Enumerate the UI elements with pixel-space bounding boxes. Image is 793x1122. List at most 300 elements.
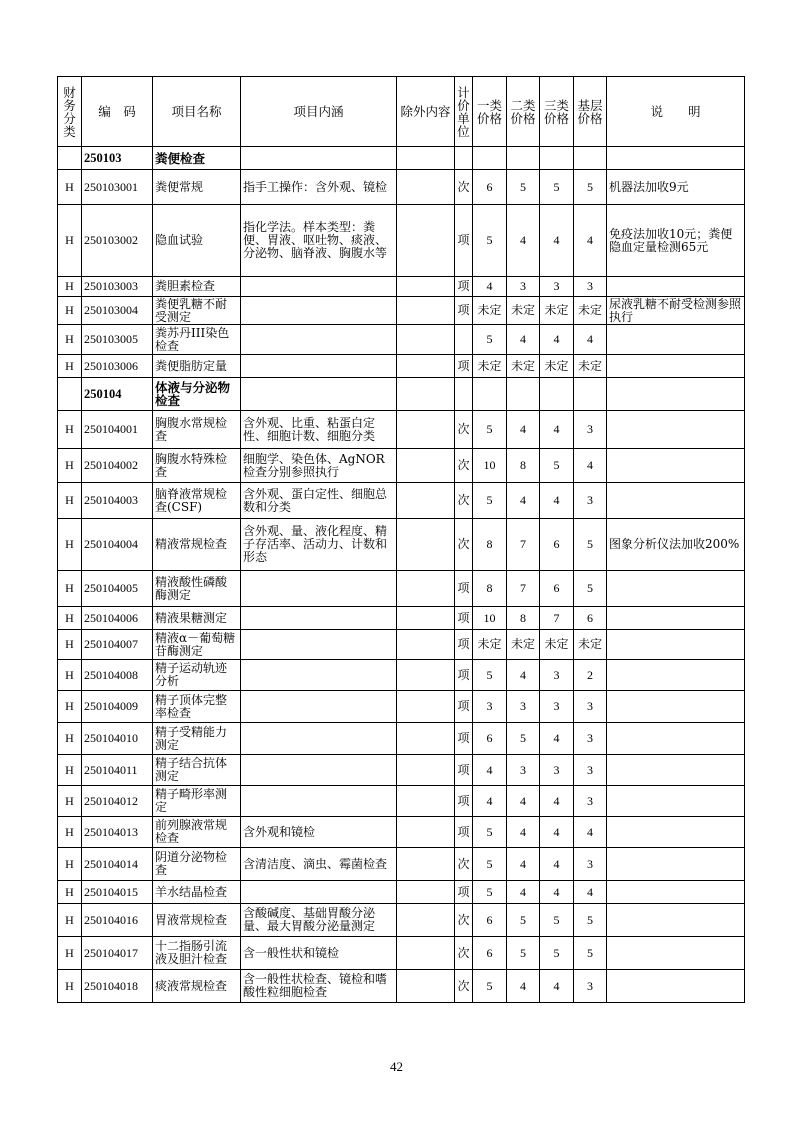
cell-price-2: 8 xyxy=(507,607,540,630)
header-price-2: 二类价格 xyxy=(507,77,540,147)
cell-note xyxy=(607,970,745,1003)
cell-content xyxy=(241,755,397,786)
cell-excluded xyxy=(397,147,455,170)
cell-price-1: 5 xyxy=(473,881,507,904)
section-row xyxy=(58,147,745,170)
cell-category: H xyxy=(58,848,82,881)
cell-price-1: 5 xyxy=(473,660,507,691)
table-row xyxy=(58,607,745,630)
cell-unit xyxy=(455,378,473,411)
header-price-3: 三类价格 xyxy=(540,77,574,147)
cell-name: 前列腺液常规检查 xyxy=(153,817,241,848)
cell-unit: 项 xyxy=(455,723,473,755)
cell-unit: 次 xyxy=(455,449,473,483)
cell-unit xyxy=(455,325,473,355)
cell-price-2: 4 xyxy=(507,786,540,817)
cell-price-3: 3 xyxy=(540,691,574,723)
cell-price-2: 3 xyxy=(507,691,540,723)
cell-price-2: 4 xyxy=(507,325,540,355)
header-category: 财务分类 xyxy=(58,77,82,147)
cell-price-4: 3 xyxy=(574,483,607,519)
table-row xyxy=(58,970,745,1003)
cell-price-2: 5 xyxy=(507,937,540,970)
cell-price-1: 3 xyxy=(473,691,507,723)
cell-category: H xyxy=(58,325,82,355)
cell-excluded xyxy=(397,170,455,205)
cell-code: 250104008 xyxy=(82,660,153,691)
cell-name: 粪便脂肪定量 xyxy=(153,355,241,378)
cell-note xyxy=(607,723,745,755)
table-row xyxy=(58,205,745,277)
table-row xyxy=(58,571,745,607)
cell-code: 250103006 xyxy=(82,355,153,378)
cell-price-1: 10 xyxy=(473,449,507,483)
cell-price-4: 3 xyxy=(574,277,607,297)
cell-content: 细胞学、染色体、AgNOR检查分别参照执行 xyxy=(241,449,397,483)
cell-content xyxy=(241,630,397,660)
header-name: 项目名称 xyxy=(153,77,241,147)
cell-note xyxy=(607,848,745,881)
cell-note xyxy=(607,755,745,786)
cell-price-1: 4 xyxy=(473,755,507,786)
cell-price-4: 5 xyxy=(574,170,607,205)
cell-code: 250104017 xyxy=(82,937,153,970)
cell-category: H xyxy=(58,411,82,449)
cell-name: 阴道分泌物检查 xyxy=(153,848,241,881)
cell-category: H xyxy=(58,277,82,297)
header-content: 项目内涵 xyxy=(241,77,397,147)
cell-excluded xyxy=(397,691,455,723)
cell-price-4: 4 xyxy=(574,817,607,848)
cell-name: 粪胆素检查 xyxy=(153,277,241,297)
cell-name: 精子畸形率测定 xyxy=(153,786,241,817)
cell-unit: 项 xyxy=(455,355,473,378)
cell-category: H xyxy=(58,970,82,1003)
table-row xyxy=(58,519,745,571)
cell-price-3: 4 xyxy=(540,325,574,355)
cell-content xyxy=(241,786,397,817)
cell-price-4: 3 xyxy=(574,786,607,817)
cell-price-4: 3 xyxy=(574,970,607,1003)
cell-price-3: 未定 xyxy=(540,630,574,660)
table-row xyxy=(58,723,745,755)
cell-excluded xyxy=(397,205,455,277)
cell-note xyxy=(607,483,745,519)
cell-unit: 项 xyxy=(455,660,473,691)
cell-price-2: 3 xyxy=(507,755,540,786)
cell-price-3: 4 xyxy=(540,817,574,848)
cell-note xyxy=(607,277,745,297)
cell-price-3: 5 xyxy=(540,904,574,937)
cell-name: 精子受精能力测定 xyxy=(153,723,241,755)
cell-note xyxy=(607,607,745,630)
cell-excluded xyxy=(397,297,455,325)
cell-unit: 项 xyxy=(455,297,473,325)
cell-price-3: 4 xyxy=(540,411,574,449)
cell-name: 胃液常规检查 xyxy=(153,904,241,937)
cell-content xyxy=(241,607,397,630)
cell-price-4: 5 xyxy=(574,519,607,571)
cell-price-3 xyxy=(540,147,574,170)
cell-price-2: 7 xyxy=(507,519,540,571)
cell-price-1: 5 xyxy=(473,970,507,1003)
cell-price-3: 未定 xyxy=(540,297,574,325)
cell-note xyxy=(607,937,745,970)
cell-content xyxy=(241,325,397,355)
header-price-1: 一类价格 xyxy=(473,77,507,147)
cell-price-3: 3 xyxy=(540,660,574,691)
header-row xyxy=(58,77,745,147)
cell-price-3: 4 xyxy=(540,786,574,817)
cell-content xyxy=(241,147,397,170)
cell-price-4: 5 xyxy=(574,571,607,607)
cell-name: 羊水结晶检查 xyxy=(153,881,241,904)
cell-category: H xyxy=(58,786,82,817)
cell-excluded xyxy=(397,483,455,519)
table-row xyxy=(58,297,745,325)
table-row xyxy=(58,755,745,786)
cell-unit: 次 xyxy=(455,970,473,1003)
table-row xyxy=(58,786,745,817)
cell-unit: 次 xyxy=(455,937,473,970)
cell-code: 250103001 xyxy=(82,170,153,205)
cell-price-2: 未定 xyxy=(507,630,540,660)
cell-code: 250104001 xyxy=(82,411,153,449)
cell-content: 指手工操作：含外观、镜检 xyxy=(241,170,397,205)
cell-code: 250103002 xyxy=(82,205,153,277)
cell-code: 250104011 xyxy=(82,755,153,786)
cell-unit: 项 xyxy=(455,630,473,660)
cell-price-3: 6 xyxy=(540,519,574,571)
cell-price-2: 5 xyxy=(507,723,540,755)
cell-excluded xyxy=(397,660,455,691)
cell-category: H xyxy=(58,723,82,755)
cell-category xyxy=(58,147,82,170)
cell-code: 250103005 xyxy=(82,325,153,355)
cell-category: H xyxy=(58,937,82,970)
cell-price-4: 3 xyxy=(574,691,607,723)
cell-code: 250104 xyxy=(82,378,153,411)
cell-note: 机器法加收9元 xyxy=(607,170,745,205)
cell-price-4: 4 xyxy=(574,449,607,483)
cell-note xyxy=(607,411,745,449)
cell-price-2 xyxy=(507,147,540,170)
cell-price-3: 未定 xyxy=(540,355,574,378)
cell-code: 250104006 xyxy=(82,607,153,630)
cell-unit: 项 xyxy=(455,277,473,297)
cell-excluded xyxy=(397,325,455,355)
table-row xyxy=(58,881,745,904)
cell-content xyxy=(241,660,397,691)
cell-unit: 项 xyxy=(455,817,473,848)
cell-category: H xyxy=(58,630,82,660)
cell-price-1: 6 xyxy=(473,723,507,755)
cell-price-1: 8 xyxy=(473,519,507,571)
cell-code: 250104002 xyxy=(82,449,153,483)
cell-unit xyxy=(455,147,473,170)
cell-price-4: 4 xyxy=(574,881,607,904)
cell-price-3: 4 xyxy=(540,970,574,1003)
cell-price-2: 4 xyxy=(507,970,540,1003)
cell-code: 250103004 xyxy=(82,297,153,325)
cell-name: 精子运动轨迹分析 xyxy=(153,660,241,691)
cell-note: 图象分析仪法加收200% xyxy=(607,519,745,571)
cell-content: 含一般性状检查、镜检和嗜酸性粒细胞检查 xyxy=(241,970,397,1003)
cell-price-2: 4 xyxy=(507,483,540,519)
cell-price-3 xyxy=(540,378,574,411)
cell-content: 含外观、比重、粘蛋白定性、细胞计数、细胞分类 xyxy=(241,411,397,449)
cell-price-4: 5 xyxy=(574,937,607,970)
cell-price-2: 8 xyxy=(507,449,540,483)
cell-price-2: 5 xyxy=(507,170,540,205)
table-row xyxy=(58,355,745,378)
cell-price-4: 3 xyxy=(574,755,607,786)
cell-excluded xyxy=(397,755,455,786)
cell-price-3: 5 xyxy=(540,937,574,970)
cell-price-1: 10 xyxy=(473,607,507,630)
cell-unit: 项 xyxy=(455,691,473,723)
cell-excluded xyxy=(397,411,455,449)
cell-excluded xyxy=(397,630,455,660)
cell-excluded xyxy=(397,449,455,483)
cell-name: 体液与分泌物检查 xyxy=(153,378,241,411)
cell-category: H xyxy=(58,607,82,630)
cell-price-1 xyxy=(473,147,507,170)
cell-unit: 次 xyxy=(455,483,473,519)
cell-name: 粪便乳糖不耐受测定 xyxy=(153,297,241,325)
cell-note xyxy=(607,630,745,660)
cell-code: 250104012 xyxy=(82,786,153,817)
cell-name: 粪便常规 xyxy=(153,170,241,205)
cell-name: 粪便检查 xyxy=(153,147,241,170)
cell-excluded xyxy=(397,786,455,817)
table-row xyxy=(58,630,745,660)
cell-price-4: 6 xyxy=(574,607,607,630)
cell-excluded xyxy=(397,817,455,848)
cell-unit: 项 xyxy=(455,205,473,277)
cell-note xyxy=(607,378,745,411)
page-number: 42 xyxy=(390,1059,403,1074)
cell-category: H xyxy=(58,660,82,691)
cell-category: H xyxy=(58,817,82,848)
cell-price-3: 7 xyxy=(540,607,574,630)
cell-price-2 xyxy=(507,378,540,411)
cell-excluded xyxy=(397,723,455,755)
cell-price-3: 5 xyxy=(540,449,574,483)
cell-excluded xyxy=(397,881,455,904)
cell-unit: 次 xyxy=(455,170,473,205)
cell-price-2: 4 xyxy=(507,205,540,277)
cell-category: H xyxy=(58,904,82,937)
cell-price-4: 未定 xyxy=(574,630,607,660)
table-row xyxy=(58,848,745,881)
cell-category xyxy=(58,378,82,411)
cell-price-3: 6 xyxy=(540,571,574,607)
cell-unit: 次 xyxy=(455,519,473,571)
cell-price-2: 4 xyxy=(507,817,540,848)
cell-content xyxy=(241,881,397,904)
cell-name: 隐血试验 xyxy=(153,205,241,277)
cell-content: 含酸碱度、基础胃酸分泌量、最大胃酸分泌量测定 xyxy=(241,904,397,937)
cell-excluded xyxy=(397,607,455,630)
table-row xyxy=(58,660,745,691)
cell-price-3: 3 xyxy=(540,755,574,786)
cell-category: H xyxy=(58,571,82,607)
cell-excluded xyxy=(397,378,455,411)
cell-category: H xyxy=(58,483,82,519)
cell-price-4: 4 xyxy=(574,325,607,355)
table-body xyxy=(58,147,745,1003)
cell-price-1: 5 xyxy=(473,205,507,277)
cell-price-3: 4 xyxy=(540,848,574,881)
cell-note xyxy=(607,147,745,170)
cell-price-2: 4 xyxy=(507,881,540,904)
cell-price-1: 8 xyxy=(473,571,507,607)
cell-price-2: 4 xyxy=(507,848,540,881)
cell-code: 250104005 xyxy=(82,571,153,607)
cell-category: H xyxy=(58,355,82,378)
cell-price-1: 5 xyxy=(473,325,507,355)
cell-category: H xyxy=(58,449,82,483)
cell-unit: 项 xyxy=(455,755,473,786)
table-row xyxy=(58,411,745,449)
cell-price-3: 4 xyxy=(540,483,574,519)
cell-price-4 xyxy=(574,378,607,411)
cell-code: 250104007 xyxy=(82,630,153,660)
cell-price-2: 4 xyxy=(507,411,540,449)
table-row xyxy=(58,277,745,297)
cell-excluded xyxy=(397,848,455,881)
cell-content xyxy=(241,297,397,325)
cell-name: 精子结合抗体测定 xyxy=(153,755,241,786)
table-row xyxy=(58,691,745,723)
table-row xyxy=(58,170,745,205)
cell-note xyxy=(607,881,745,904)
cell-excluded xyxy=(397,937,455,970)
cell-category: H xyxy=(58,755,82,786)
cell-excluded xyxy=(397,355,455,378)
cell-code: 250103 xyxy=(82,147,153,170)
cell-unit: 次 xyxy=(455,411,473,449)
cell-content xyxy=(241,571,397,607)
cell-price-3: 5 xyxy=(540,170,574,205)
cell-name: 精液常规检查 xyxy=(153,519,241,571)
cell-name: 精液α－葡萄糖苷酶测定 xyxy=(153,630,241,660)
cell-price-3: 4 xyxy=(540,881,574,904)
cell-content xyxy=(241,355,397,378)
header-price-4: 基层价格 xyxy=(574,77,607,147)
cell-content: 含一般性状和镜检 xyxy=(241,937,397,970)
cell-excluded xyxy=(397,904,455,937)
cell-unit: 项 xyxy=(455,607,473,630)
cell-unit: 项 xyxy=(455,786,473,817)
cell-price-1: 5 xyxy=(473,483,507,519)
cell-price-1: 未定 xyxy=(473,630,507,660)
cell-price-2: 3 xyxy=(507,277,540,297)
cell-price-3: 4 xyxy=(540,723,574,755)
cell-note xyxy=(607,571,745,607)
cell-content xyxy=(241,378,397,411)
cell-price-2: 未定 xyxy=(507,355,540,378)
header-unit: 计价单位 xyxy=(455,77,473,147)
cell-price-1: 未定 xyxy=(473,355,507,378)
cell-price-2: 4 xyxy=(507,660,540,691)
cell-category: H xyxy=(58,297,82,325)
cell-excluded xyxy=(397,519,455,571)
cell-price-2: 5 xyxy=(507,904,540,937)
cell-price-4: 3 xyxy=(574,723,607,755)
cell-unit: 次 xyxy=(455,848,473,881)
cell-category: H xyxy=(58,881,82,904)
cell-name: 十二指肠引流液及胆汁检查 xyxy=(153,937,241,970)
cell-note xyxy=(607,817,745,848)
cell-unit: 项 xyxy=(455,881,473,904)
cell-price-4: 3 xyxy=(574,411,607,449)
cell-code: 250104016 xyxy=(82,904,153,937)
cell-price-2: 7 xyxy=(507,571,540,607)
cell-content: 含外观、蛋白定性、细胞总数和分类 xyxy=(241,483,397,519)
cell-note xyxy=(607,325,745,355)
cell-excluded xyxy=(397,970,455,1003)
cell-price-2: 未定 xyxy=(507,297,540,325)
cell-price-1: 4 xyxy=(473,786,507,817)
cell-content xyxy=(241,277,397,297)
cell-note xyxy=(607,449,745,483)
cell-note xyxy=(607,691,745,723)
cell-content: 含外观、量、液化程度、精子存活率、活动力、计数和形态 xyxy=(241,519,397,571)
cell-price-4: 未定 xyxy=(574,297,607,325)
cell-price-3: 3 xyxy=(540,277,574,297)
cell-content: 含外观和镜检 xyxy=(241,817,397,848)
cell-name: 精液酸性磷酸酶测定 xyxy=(153,571,241,607)
cell-price-1: 5 xyxy=(473,411,507,449)
cell-content xyxy=(241,723,397,755)
cell-price-1: 5 xyxy=(473,817,507,848)
cell-note xyxy=(607,786,745,817)
table-row xyxy=(58,904,745,937)
cell-excluded xyxy=(397,277,455,297)
cell-price-4 xyxy=(574,147,607,170)
cell-code: 250104003 xyxy=(82,483,153,519)
cell-price-4: 5 xyxy=(574,904,607,937)
cell-category: H xyxy=(58,519,82,571)
section-row xyxy=(58,378,745,411)
cell-category: H xyxy=(58,205,82,277)
table-row xyxy=(58,483,745,519)
cell-name: 胸腹水特殊检查 xyxy=(153,449,241,483)
cell-price-1: 6 xyxy=(473,904,507,937)
cell-content: 含清洁度、滴虫、霉菌检查 xyxy=(241,848,397,881)
cell-excluded xyxy=(397,571,455,607)
cell-name: 脑脊液常规检查(CSF) xyxy=(153,483,241,519)
cell-category: H xyxy=(58,170,82,205)
table-row xyxy=(58,325,745,355)
cell-price-1: 5 xyxy=(473,848,507,881)
table-row xyxy=(58,449,745,483)
cell-price-4: 2 xyxy=(574,660,607,691)
cell-name: 精液果糖测定 xyxy=(153,607,241,630)
header-note: 说 明 xyxy=(607,77,745,147)
cell-content: 指化学法。样本类型：粪便、胃液、呕吐物、痰液、分泌物、脑脊液、胸腹水等 xyxy=(241,205,397,277)
cell-price-1 xyxy=(473,378,507,411)
cell-unit: 次 xyxy=(455,904,473,937)
cell-note xyxy=(607,355,745,378)
cell-price-1: 6 xyxy=(473,937,507,970)
cell-code: 250104004 xyxy=(82,519,153,571)
price-table xyxy=(57,76,745,1003)
cell-code: 250104015 xyxy=(82,881,153,904)
cell-code: 250104018 xyxy=(82,970,153,1003)
